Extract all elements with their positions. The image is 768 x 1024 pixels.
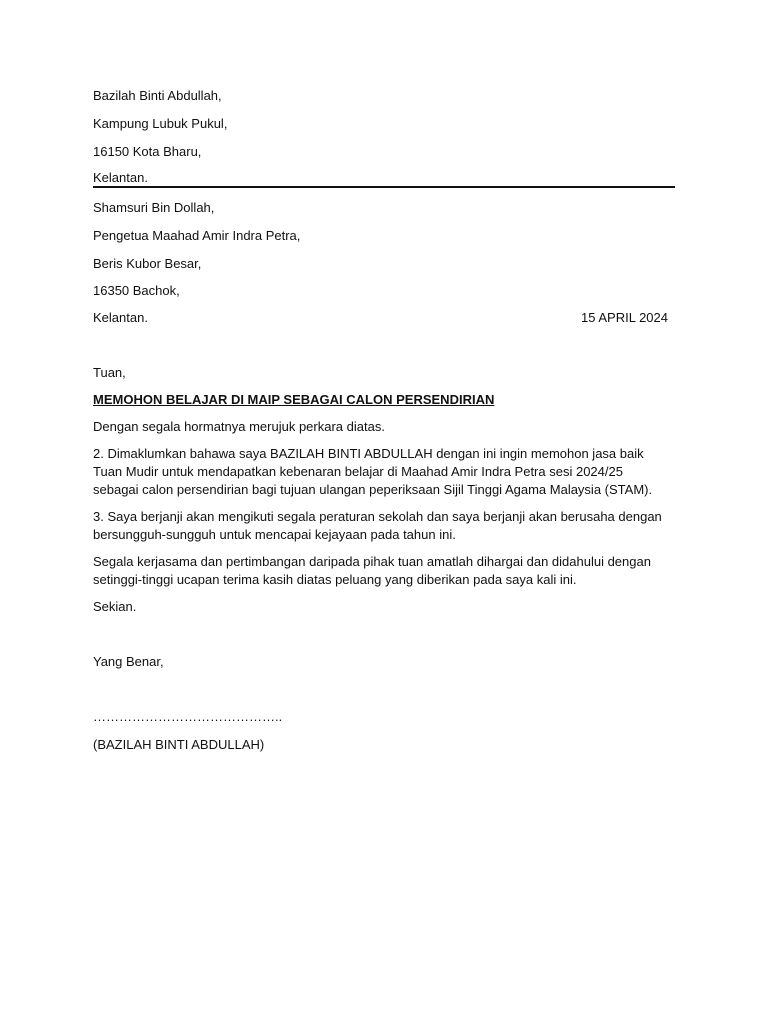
body-intro: Dengan segala hormatnya merujuk perkara diatas. xyxy=(93,419,385,434)
body-paragraph-3: 3. Saya berjanji akan mengikuti segala peraturan sekolah dan saya berjanji akan berusaha dengan bersungguh-sungguh untuk mencapai kejayaan pada tahun ini. xyxy=(93,509,662,542)
recipient-title: Pengetua Maahad Amir Indra Petra, xyxy=(93,228,301,243)
sender-address-line-1: Kampung Lubuk Pukul, xyxy=(93,116,228,131)
recipient-state: Kelantan. xyxy=(93,310,148,325)
salutation: Tuan, xyxy=(93,365,126,380)
body-paragraph-2: 2. Dimaklumkan bahawa saya BAZILAH BINTI ABDULLAH dengan ini ingin memohon jasa baik Tuan Mudir untuk mendapatkan kebenaran belajar di Maahad Amir Indra Petra sesi 2024/25 sebagai calon persendirian bagi tujuan ulangan peperiksaan Sijil Tinggi Agama Malaysia (STAM). xyxy=(93,446,653,497)
sender-address-line-2: 16150 Kota Bharu, xyxy=(93,144,202,159)
signoff-label: Yang Benar, xyxy=(93,654,164,669)
body-paragraph-4: Segala kerjasama dan pertimbangan daripada pihak tuan amatlah dihargai dan didahului dengan setinggi-tinggi ucapan terima kasih diatas peluang yang diberikan pada saya kali ini. xyxy=(93,554,651,587)
signatory-name: (BAZILAH BINTI ABDULLAH) xyxy=(93,737,265,752)
signature-line: …………………………………….. xyxy=(93,709,283,724)
recipient-name: Shamsuri Bin Dollah, xyxy=(93,200,215,215)
sender-state: Kelantan. xyxy=(93,170,148,185)
recipient-address-line-2: 16350 Bachok, xyxy=(93,283,180,298)
recipient-address-line-1: Beris Kubor Besar, xyxy=(93,256,202,271)
body-closing: Sekian. xyxy=(93,599,137,614)
letter-date: 15 APRIL 2024 xyxy=(581,310,668,325)
letter-subject: MEMOHON BELAJAR DI MAIP SEBAGAI CALON PERSENDIRIAN xyxy=(93,392,495,407)
header-divider xyxy=(93,186,675,188)
sender-name: Bazilah Binti Abdullah, xyxy=(93,88,222,103)
